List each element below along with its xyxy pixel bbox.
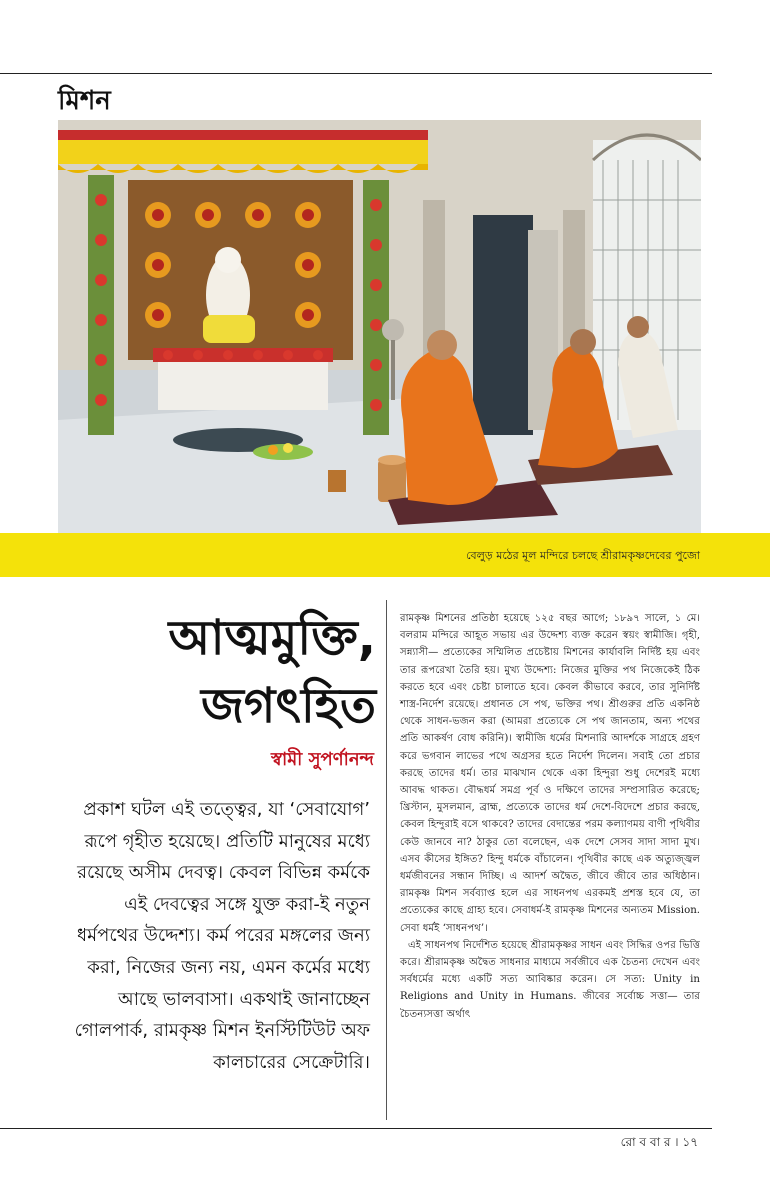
author-byline: স্বামী সুপর্ণানন্দ <box>271 749 374 770</box>
temple-worship-photo <box>58 120 701 533</box>
body-paragraph-2: এই সাধনপথ নির্দেশিত হয়েছে শ্রীরামকৃষ্ণর সাধন এবং সিদ্ধির ওপর ভিত্তি করে। শ্রীরামকৃষ্ণ অদ্বৈত সাধনার মাধ্যমে সর্বজীবে এক চৈতন্য দেখেন এবং সর্বধর্মের মধ্যে একটি সত্য আবিষ্কার করেন। সে সত্য: Unity in Religions and Unity in Humans. জীবের সর্বোচ্চ সত্তা— তার চৈতন্যসত্তা অর্থাৎ <box>400 939 700 1020</box>
title-line-1: আত্মমুক্তি, <box>168 610 376 666</box>
column-divider <box>386 600 387 1120</box>
page-folio: রো ব বা র । ১৭ <box>620 1135 698 1149</box>
body-paragraph-1: রামকৃষ্ণ মিশনের প্রতিষ্ঠা হয়েছে ১২৫ বছর আগে; ১৮৯৭ সালে, ১ মে। বলরাম মন্দিরে আহূত সভায় এর উদ্দেশ্য ব্যক্ত করেন স্বয়ং স্বামীজি। গৃহী, সন্ন্যাসী— প্রত্যেকের সম্মিলিত প্রচেষ্টায় মিশনের কার্যাবলি নির্দিষ্ট হয় এবং তার রূপরেখা তৈরি হয়। মুখ্য উদ্দেশ্য: নিজের মুক্তির পথ নিজেকেই ঠিক করতে হবে এবং চেষ্টা চালাতে হবে। কেবল কীভাবে করবে, তার সুনির্দিষ্ট শাস্ত্র-নির্দেশ রয়েছে। প্রধানত সে পথ, ভক্তির পথ। শ্রীগুরুর প্রতি একনিষ্ঠ থেকে সাধন-ভজন করা (আমরা প্রত্যেকে সে পথ জানতাম, অন্য পথের প্রতি আকর্ষণ বোধ করিনি)। স্বামীজি ধর্মের মিশনারি আদর্শকে সাগ্রহে গ্রহণ করে ভগবান লাভের পথে অগ্রসর হতে নির্দেশ দিলেন। সবাই তো প্রচার করছে তাদের ধর্ম। তার মাঝখান থেকে একা হিন্দুরা শুধু দেশেরই মধ্যে আবদ্ধ থাকত। বৌদ্ধধর্ম সমগ্র পূর্ব ও দক্ষিণে তাদের সম্প্রসারিত করেছে; খ্রিস্টান, মুসলমান, ব্রাহ্ম, প্রত্যেকে তাদের ধর্ম দেশে-বিদেশে প্রচার করছে, কেবল হিন্দুরাই বসে থাকবে? তাদের বেদান্তের পরম কল্যাণময় বাণী পৃথিবীর কেউ জানবে না? ঠাকুর তো বলেছেন, এক দেশে সেসব সাদা সাদা মুখ। এসব কীসের ইঙ্গিত? হিন্দু ধর্মকে বাঁচালেন। পৃথিবীর কাছে এক অত্যুজ্জ্বল ধর্মজীবনের সন্ধান দিচ্ছি। এ আদর্শ অদ্বৈত, জীবে জীবে তার অধিষ্ঠান। রামকৃষ্ণ মিশন সর্বব্যাপ্ত হলে এর সাধনপথ এরকমই প্রশস্ত হবে যে, তা প্রত্যেকের কাছে গ্রাহ্য হবে। সেবাধর্ম-ই রামকৃষ্ণ মিশনের অন্যতম Mission. সেবা ধর্মই ‘সাধনপথ’। <box>400 613 700 934</box>
article-title <box>58 604 376 740</box>
caption-bar <box>0 533 770 577</box>
section-label: মিশন <box>58 86 111 116</box>
footer-rule <box>0 1128 712 1129</box>
photo-caption: বেলুড় মঠের মূল মন্দিরে চলছে শ্রীরামকৃষ্ণদেবের পুজো <box>466 549 700 562</box>
standfirst: প্রকাশ ঘটল এই তত্ত্বের, যা ‘সেবাযোগ’ রূপে গৃহীত হয়েছে। প্রতিটি মানুষের মধ্যে রয়েছে অসীম দেবত্ব। কেবল বিভিন্ন কর্মকে এই দেবত্বের সঙ্গে যুক্ত করা-ই নতুন ধর্মপথের উদ্দেশ্য। কর্ম পরের মঙ্গলের জন্য করা, নিজের জন্য নয়, এমন কর্মের মধ্যে আছে ভালবাসা। একথাই জানাচ্ছেন গোলপার্ক, রামকৃষ্ণ মিশন ইনস্টিটিউট অফ কালচারের সেক্রেটারি। <box>74 799 370 1073</box>
article-body <box>400 610 700 1023</box>
header-rule <box>0 73 712 74</box>
title-line-2: জগৎহিত <box>200 678 376 734</box>
